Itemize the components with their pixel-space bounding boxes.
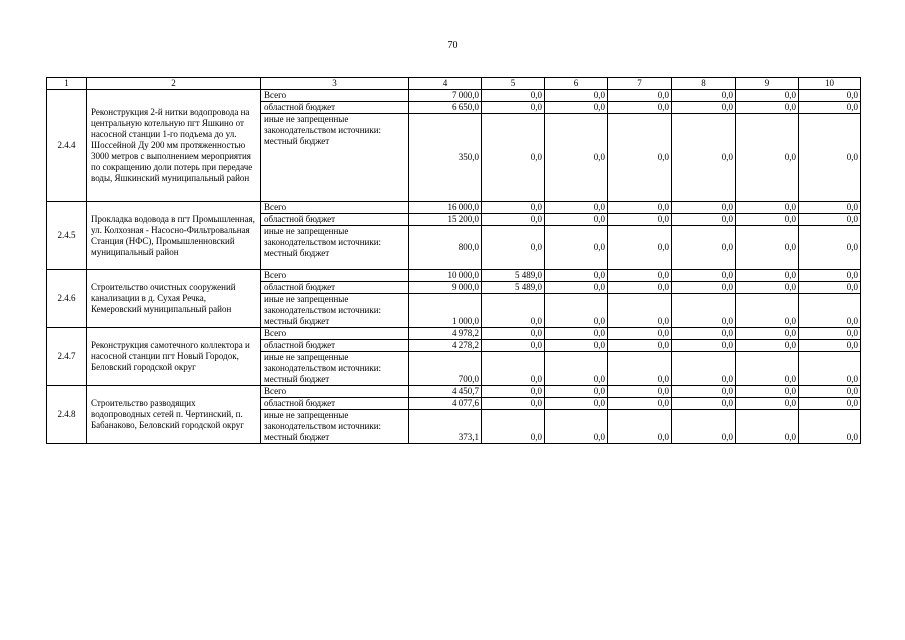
source-other-local-cell [261,410,409,444]
source-total-label: Всего [261,328,409,340]
value-cell: 0,0 [736,102,799,114]
value-cell: 0,0 [799,410,861,444]
source-regional-label: областной бюджет [261,214,409,226]
value-cell: 0,0 [736,90,799,102]
value-cell: 9 000,0 [409,282,482,294]
page-number: 70 [447,40,458,51]
value-cell: 0,0 [608,214,672,226]
value-cell: 0,0 [545,386,608,398]
source-other-local-cell [261,294,409,328]
source-local-label: местный бюджет [264,136,330,146]
value-cell: 0,0 [545,226,608,270]
source-other-local-cell [261,114,409,202]
value-cell: 4 278,2 [409,340,482,352]
source-regional-label: областной бюджет [261,282,409,294]
item-code: 2.4.6 [47,270,87,328]
value-cell: 0,0 [482,90,545,102]
item-name: Строительство разводящих водопроводных сетей п. Чертинский, п. Бабанаково, Беловский городской округ [87,386,261,444]
value-cell: 0,0 [482,102,545,114]
source-other-local-cell [261,352,409,386]
value-cell: 0,0 [608,282,672,294]
header-cell: 5 [482,78,545,90]
value-cell: 0,0 [799,214,861,226]
value-cell: 16 000,0 [409,202,482,214]
source-local-label: местный бюджет [264,316,330,326]
source-other-label: иные не запрещенные законодательством источники: [264,114,382,135]
value-cell: 0,0 [672,270,736,282]
value-cell: 0,0 [799,386,861,398]
header-cell: 4 [409,78,482,90]
value-cell: 0,0 [736,328,799,340]
value-cell: 0,0 [799,294,861,328]
value-cell: 1 000,0 [409,294,482,328]
value-cell: 0,0 [672,226,736,270]
source-other-label: иные не запрещенные законодательством источники: [264,294,382,315]
value-cell: 0,0 [672,328,736,340]
value-cell: 0,0 [672,114,736,202]
budget-table [46,77,861,444]
header-cell: 10 [799,78,861,90]
value-cell: 0,0 [672,410,736,444]
header-cell: 3 [261,78,409,90]
value-cell: 0,0 [482,294,545,328]
value-cell: 0,0 [736,202,799,214]
value-cell: 0,0 [482,386,545,398]
value-cell: 0,0 [482,114,545,202]
source-total-label: Всего [261,386,409,398]
value-cell: 7 000,0 [409,90,482,102]
value-cell: 0,0 [799,202,861,214]
source-other-label: иные не запрещенные законодательством источники: [264,410,382,431]
value-cell: 0,0 [799,398,861,410]
value-cell: 0,0 [608,352,672,386]
value-cell: 0,0 [545,202,608,214]
item-code: 2.4.5 [47,202,87,270]
value-cell: 0,0 [482,226,545,270]
value-cell: 0,0 [799,102,861,114]
value-cell: 0,0 [672,282,736,294]
value-cell: 0,0 [482,352,545,386]
value-cell: 0,0 [545,398,608,410]
value-cell: 0,0 [545,328,608,340]
value-cell: 0,0 [482,328,545,340]
value-cell: 0,0 [608,294,672,328]
value-cell: 0,0 [608,410,672,444]
value-cell: 0,0 [608,102,672,114]
value-cell: 0,0 [608,386,672,398]
value-cell: 0,0 [545,114,608,202]
value-cell: 4 450,7 [409,386,482,398]
source-regional-label: областной бюджет [261,102,409,114]
value-cell: 800,0 [409,226,482,270]
value-cell: 0,0 [608,114,672,202]
value-cell: 0,0 [482,340,545,352]
value-cell: 0,0 [736,114,799,202]
source-local-label: местный бюджет [264,248,330,258]
value-cell: 0,0 [672,386,736,398]
value-cell: 0,0 [799,90,861,102]
value-cell: 5 489,0 [482,270,545,282]
value-cell: 0,0 [672,294,736,328]
value-cell: 0,0 [608,328,672,340]
source-regional-label: областной бюджет [261,398,409,410]
value-cell: 0,0 [672,90,736,102]
item-name: Строительство очистных сооружений канализации в д. Сухая Речка, Кемеровский муниципальный район [87,270,261,328]
value-cell: 0,0 [545,410,608,444]
value-cell: 0,0 [545,90,608,102]
value-cell: 0,0 [672,214,736,226]
value-cell: 0,0 [736,282,799,294]
value-cell: 0,0 [736,340,799,352]
source-other-local-cell [261,226,409,270]
value-cell: 0,0 [736,294,799,328]
value-cell: 10 000,0 [409,270,482,282]
value-cell: 4 978,2 [409,328,482,340]
source-local-label: местный бюджет [264,374,330,384]
item-name: Реконструкция самотечного коллектора и насосной станции пгт Новый Городок, Беловский городской округ [87,328,261,386]
value-cell: 0,0 [608,270,672,282]
item-code: 2.4.8 [47,386,87,444]
table-row-total [47,386,861,398]
value-cell: 373,1 [409,410,482,444]
value-cell: 0,0 [736,352,799,386]
table-row-total [47,328,861,340]
value-cell: 0,0 [608,340,672,352]
value-cell: 0,0 [736,226,799,270]
value-cell: 0,0 [545,270,608,282]
value-cell: 0,0 [736,398,799,410]
source-other-label: иные не запрещенные законодательством источники: [264,226,382,247]
item-name: Реконструкция 2-й нитки водопровода на центральную котельную пгт Яшкино от насосной станции 1-го подъема до ул. Шоссейной Ду 200 мм протяженностью 3000 метров с выполнением мероприятия по сокращению доли потерь при передаче воды, Яшкинский муниципальный район [87,90,261,202]
value-cell: 700,0 [409,352,482,386]
source-total-label: Всего [261,202,409,214]
value-cell: 0,0 [799,270,861,282]
header-cell: 8 [672,78,736,90]
value-cell: 0,0 [736,410,799,444]
header-cell: 1 [47,78,87,90]
value-cell: 0,0 [799,114,861,202]
value-cell: 0,0 [736,386,799,398]
value-cell: 0,0 [545,102,608,114]
source-total-label: Всего [261,90,409,102]
value-cell: 0,0 [608,90,672,102]
header-cell: 6 [545,78,608,90]
value-cell: 0,0 [482,410,545,444]
table-row-total [47,90,861,102]
value-cell: 350,0 [409,114,482,202]
value-cell: 0,0 [482,398,545,410]
source-local-label: местный бюджет [264,432,330,442]
value-cell: 0,0 [608,398,672,410]
source-total-label: Всего [261,270,409,282]
value-cell: 15 200,0 [409,214,482,226]
value-cell: 0,0 [672,340,736,352]
value-cell: 0,0 [799,340,861,352]
value-cell: 5 489,0 [482,282,545,294]
table-row-total [47,270,861,282]
value-cell: 0,0 [799,352,861,386]
value-cell: 4 077,6 [409,398,482,410]
value-cell: 0,0 [608,202,672,214]
value-cell: 0,0 [672,352,736,386]
header-cell: 7 [608,78,672,90]
item-code: 2.4.4 [47,90,87,202]
value-cell: 0,0 [545,352,608,386]
value-cell: 0,0 [545,214,608,226]
value-cell: 0,0 [672,202,736,214]
value-cell: 0,0 [482,214,545,226]
value-cell: 0,0 [608,226,672,270]
header-cell: 9 [736,78,799,90]
item-code: 2.4.7 [47,328,87,386]
table-row-total [47,202,861,214]
item-name: Прокладка водовода в пгт Промышленная, ул. Колхозная - Насосно-Фильтровальная Станция (НФС), Промышленновский муниципальный район [87,202,261,270]
value-cell: 0,0 [736,270,799,282]
value-cell: 0,0 [672,398,736,410]
value-cell: 0,0 [545,282,608,294]
value-cell: 0,0 [672,102,736,114]
header-cell: 2 [87,78,261,90]
value-cell: 0,0 [736,214,799,226]
value-cell: 0,0 [799,282,861,294]
source-regional-label: областной бюджет [261,340,409,352]
value-cell: 0,0 [545,294,608,328]
value-cell: 6 650,0 [409,102,482,114]
value-cell: 0,0 [482,202,545,214]
value-cell: 0,0 [799,328,861,340]
source-other-label: иные не запрещенные законодательством источники: [264,352,382,373]
value-cell: 0,0 [545,340,608,352]
value-cell: 0,0 [799,226,861,270]
header-row [47,78,861,90]
